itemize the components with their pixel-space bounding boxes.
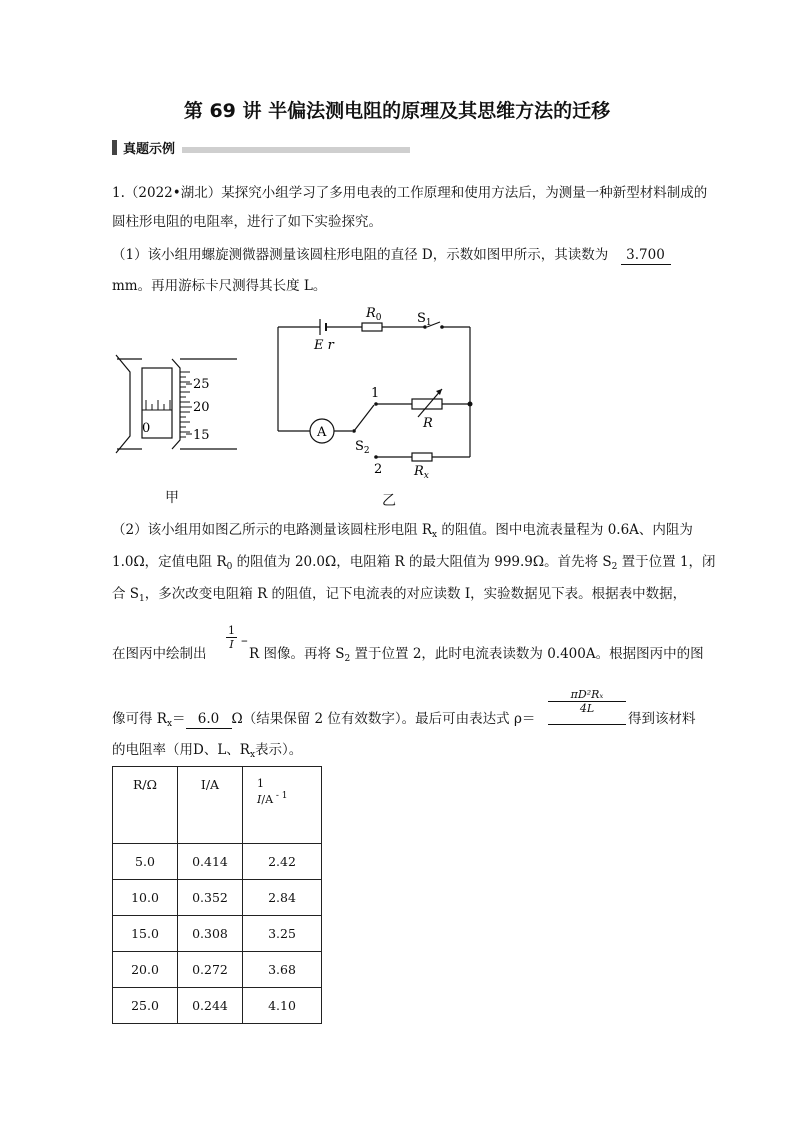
s2-label: $S_2$	[355, 439, 370, 456]
subscript: 0	[226, 562, 233, 572]
table-cell: 0.414	[178, 844, 243, 880]
problem-line-2: 圆柱形电阻的电阻率，进行了如下实验探究。	[112, 214, 382, 230]
part1-tail: mm。再用游标卡尺测得其长度 L。	[112, 278, 327, 294]
part1-text: （1）该小组用螺旋测微器测量该圆柱形电阻的直径 D，示数如图甲所示，其读数为	[112, 247, 609, 263]
table-cell: 5.0	[113, 844, 178, 880]
figure-yi-label: 乙	[382, 493, 396, 509]
part2-text: ＝	[172, 711, 186, 727]
s1-label: $S_1$	[417, 311, 432, 328]
table-cell: 0.352	[178, 880, 243, 916]
rx-answer: 6.0	[186, 710, 232, 729]
subscript: 2	[611, 562, 618, 572]
fraction-one-over-i: $\frac{1}{I}$	[228, 624, 235, 651]
micrometer-zero-label: 0	[142, 421, 151, 436]
table-cell: 3.25	[243, 916, 322, 952]
table-row	[113, 916, 322, 952]
subscript: 2	[344, 654, 351, 664]
table-row	[113, 844, 322, 880]
table-cell: 2.42	[243, 844, 322, 880]
r0-label: $R_0$	[366, 306, 382, 323]
page-title: 第 69 讲 半偏法测电阻的原理及其思维方法的迁移	[183, 100, 611, 122]
part2-text: 1.0Ω，定值电阻 R	[112, 554, 227, 570]
part2-line-2	[112, 553, 716, 576]
part2-text: R 图像。再将 S	[249, 646, 345, 662]
micrometer-figure	[112, 350, 242, 460]
table-cell: 0.272	[178, 952, 243, 988]
micrometer-scale-label: 15	[193, 428, 210, 443]
table-header-cell: I/A	[178, 767, 243, 844]
position-1-label: 1	[371, 386, 380, 401]
part2-text: 在图丙中绘制出	[112, 646, 207, 662]
part2-text: 表示）。	[255, 742, 303, 758]
subscript: x	[166, 719, 173, 729]
part2-line-3	[112, 585, 686, 608]
position-2-label: 2	[374, 462, 383, 477]
part2-text: 的电阻率（用D、L、R	[112, 742, 250, 758]
part2-text: 置于位置 1，闭	[617, 554, 716, 570]
rx-label: $R_x$	[414, 464, 429, 481]
micrometer-scale-label: 25	[193, 377, 210, 392]
table-header-cell	[243, 767, 322, 844]
table-header-cell: R/Ω	[113, 767, 178, 844]
fraction-dash: –	[241, 633, 248, 649]
part2-text: （2）该小组用如图乙所示的电路测量该圆柱形电阻 R	[112, 522, 433, 538]
section-label: 真题示例	[123, 142, 176, 157]
table-cell: 15.0	[113, 916, 178, 952]
problem-line-1	[112, 184, 707, 202]
table-header-row	[113, 767, 322, 844]
table-cell: 4.10	[243, 988, 322, 1024]
section-divider	[182, 147, 410, 153]
formula-answer-line	[548, 724, 626, 725]
table-cell: 0.308	[178, 916, 243, 952]
part2-text: 合 S	[112, 586, 140, 602]
subscript: x	[432, 530, 438, 540]
part2-line-5	[112, 710, 535, 733]
subscript: x	[249, 750, 256, 760]
part1-line	[112, 246, 671, 265]
table-cell: 10.0	[113, 880, 178, 916]
part2-line-5c: 得到该材料	[628, 711, 696, 727]
micrometer-scale-label: 20	[193, 400, 210, 415]
part2-line-1	[112, 521, 693, 544]
table-cell: 3.68	[243, 952, 322, 988]
header-fraction: 1 I/A $^{- 1}$	[257, 777, 288, 806]
part1-answer: 3.700	[621, 246, 671, 265]
problem-intro: （2022•湖北）某探究小组学习了多用电表的工作原理和使用方法后，为测量一种新型材料制成的	[124, 185, 708, 201]
section-marker	[112, 140, 117, 155]
problem-number: 1.	[112, 185, 125, 201]
part2-text: 置于位置 2，此时电流表读数为 0.400A。根据图丙中的图	[350, 646, 704, 662]
data-table	[112, 766, 322, 1024]
battery-label: E r	[314, 338, 334, 353]
ammeter-label: A	[317, 425, 327, 440]
resistivity-formula: $\frac{\text{πD²Rₓ}}{4L}$	[548, 688, 626, 715]
part2-text: Ω（结果保留 2 位有效数字）。最后可由表达式 ρ＝	[231, 711, 536, 727]
part2-line-6	[112, 741, 302, 764]
part2-text: 像可得 R	[112, 711, 167, 727]
subscript: 1	[139, 594, 145, 604]
part2-text: ，多次改变电阻箱 R 的阻值，记下电流表的对应读数 I，实验数据见下表。根据表中数据，	[144, 586, 687, 602]
table-cell: 25.0	[113, 988, 178, 1024]
table-cell: 0.244	[178, 988, 243, 1024]
table-cell: 2.84	[243, 880, 322, 916]
figure-jia-label: 甲	[165, 490, 179, 506]
part2-line-4b	[249, 645, 704, 668]
resistor-box-label: R	[423, 416, 433, 431]
part2-line-4	[112, 645, 207, 663]
table-row	[113, 880, 322, 916]
circuit-diagram	[270, 305, 480, 495]
table-row	[113, 952, 322, 988]
part2-text: 的阻值。图中电流表量程为 0.6A、内阻为	[437, 522, 693, 538]
part2-text: 的阻值为 20.0Ω，电阻箱 R 的最大阻值为 999.9Ω。首先将 S	[232, 554, 612, 570]
table-row	[113, 988, 322, 1024]
table-cell: 20.0	[113, 952, 178, 988]
